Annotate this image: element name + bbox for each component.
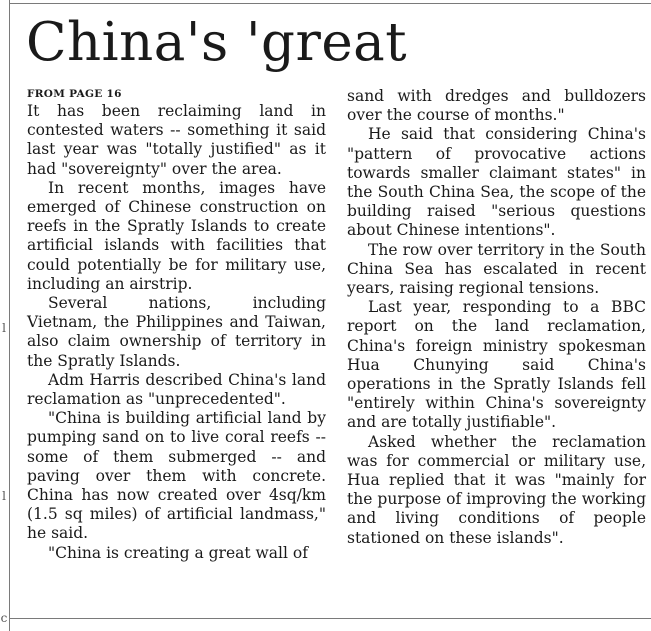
adjacent-column-fragment: l: [2, 489, 6, 503]
bottom-rule: [9, 618, 651, 619]
paragraph: The row over territory in the South China Sea has escalated in recent years, raising regional tensions.: [347, 240, 646, 298]
adjacent-column-fragment: c: [0, 611, 8, 625]
article-headline: China's 'great: [26, 12, 408, 73]
paragraph: He said that considering China's "pattern of provocative actions towards smaller claimant states" in the South China Sea, the scope of the building raised "serious questions about Chinese intentions".: [347, 125, 646, 240]
paragraph: Asked whether the reclamation was for commercial or military use, Hua replied that it was "mainly for the purpose of improving the working and living conditions of people stationed on these islands".: [347, 432, 646, 547]
top-rule: [9, 3, 651, 4]
paragraph: "China is building artificial land by pumping sand on to live coral reefs -- some of them submerged -- and paving over them with concrete. China has now created over 4sq/km (1.5 sq miles) of artificial landmass," he said.: [27, 409, 326, 543]
paragraph: Adm Harris described China's land reclamation as "unprecedented".: [27, 370, 326, 409]
paragraph: In recent months, images have emerged of Chinese construction on reefs in the Spratly Islands to create artificial islands with facilities that could potentially be for military use, including an airstrip.: [27, 178, 326, 293]
paragraph: Several nations, including Vietnam, the Philippines and Taiwan, also claim ownership of territory in the Spratly Islands.: [27, 294, 326, 370]
paragraph: "China is creating a great wall of: [48, 543, 308, 562]
paragraph: It has been reclaiming land in contested waters -- something it said last year was "totally justified" as it had "sovereignty" over the area.: [27, 102, 326, 178]
adjacent-column-fragment: l: [2, 321, 6, 335]
paragraph: sand with dredges and bulldozers over the course of months.": [347, 87, 646, 125]
article-column-right: [347, 87, 646, 548]
left-column-rule: [9, 0, 10, 631]
continued-from-kicker: FROM PAGE 16: [27, 88, 122, 100]
article-column-left: [27, 87, 326, 563]
paragraph: Last year, responding to a BBC report on the land reclamation, China's foreign ministry spokesman Hua Chunying said China's operations in the Spratly Islands fell "entirely within China's sovereignty and are totally justifiable".: [347, 298, 646, 432]
